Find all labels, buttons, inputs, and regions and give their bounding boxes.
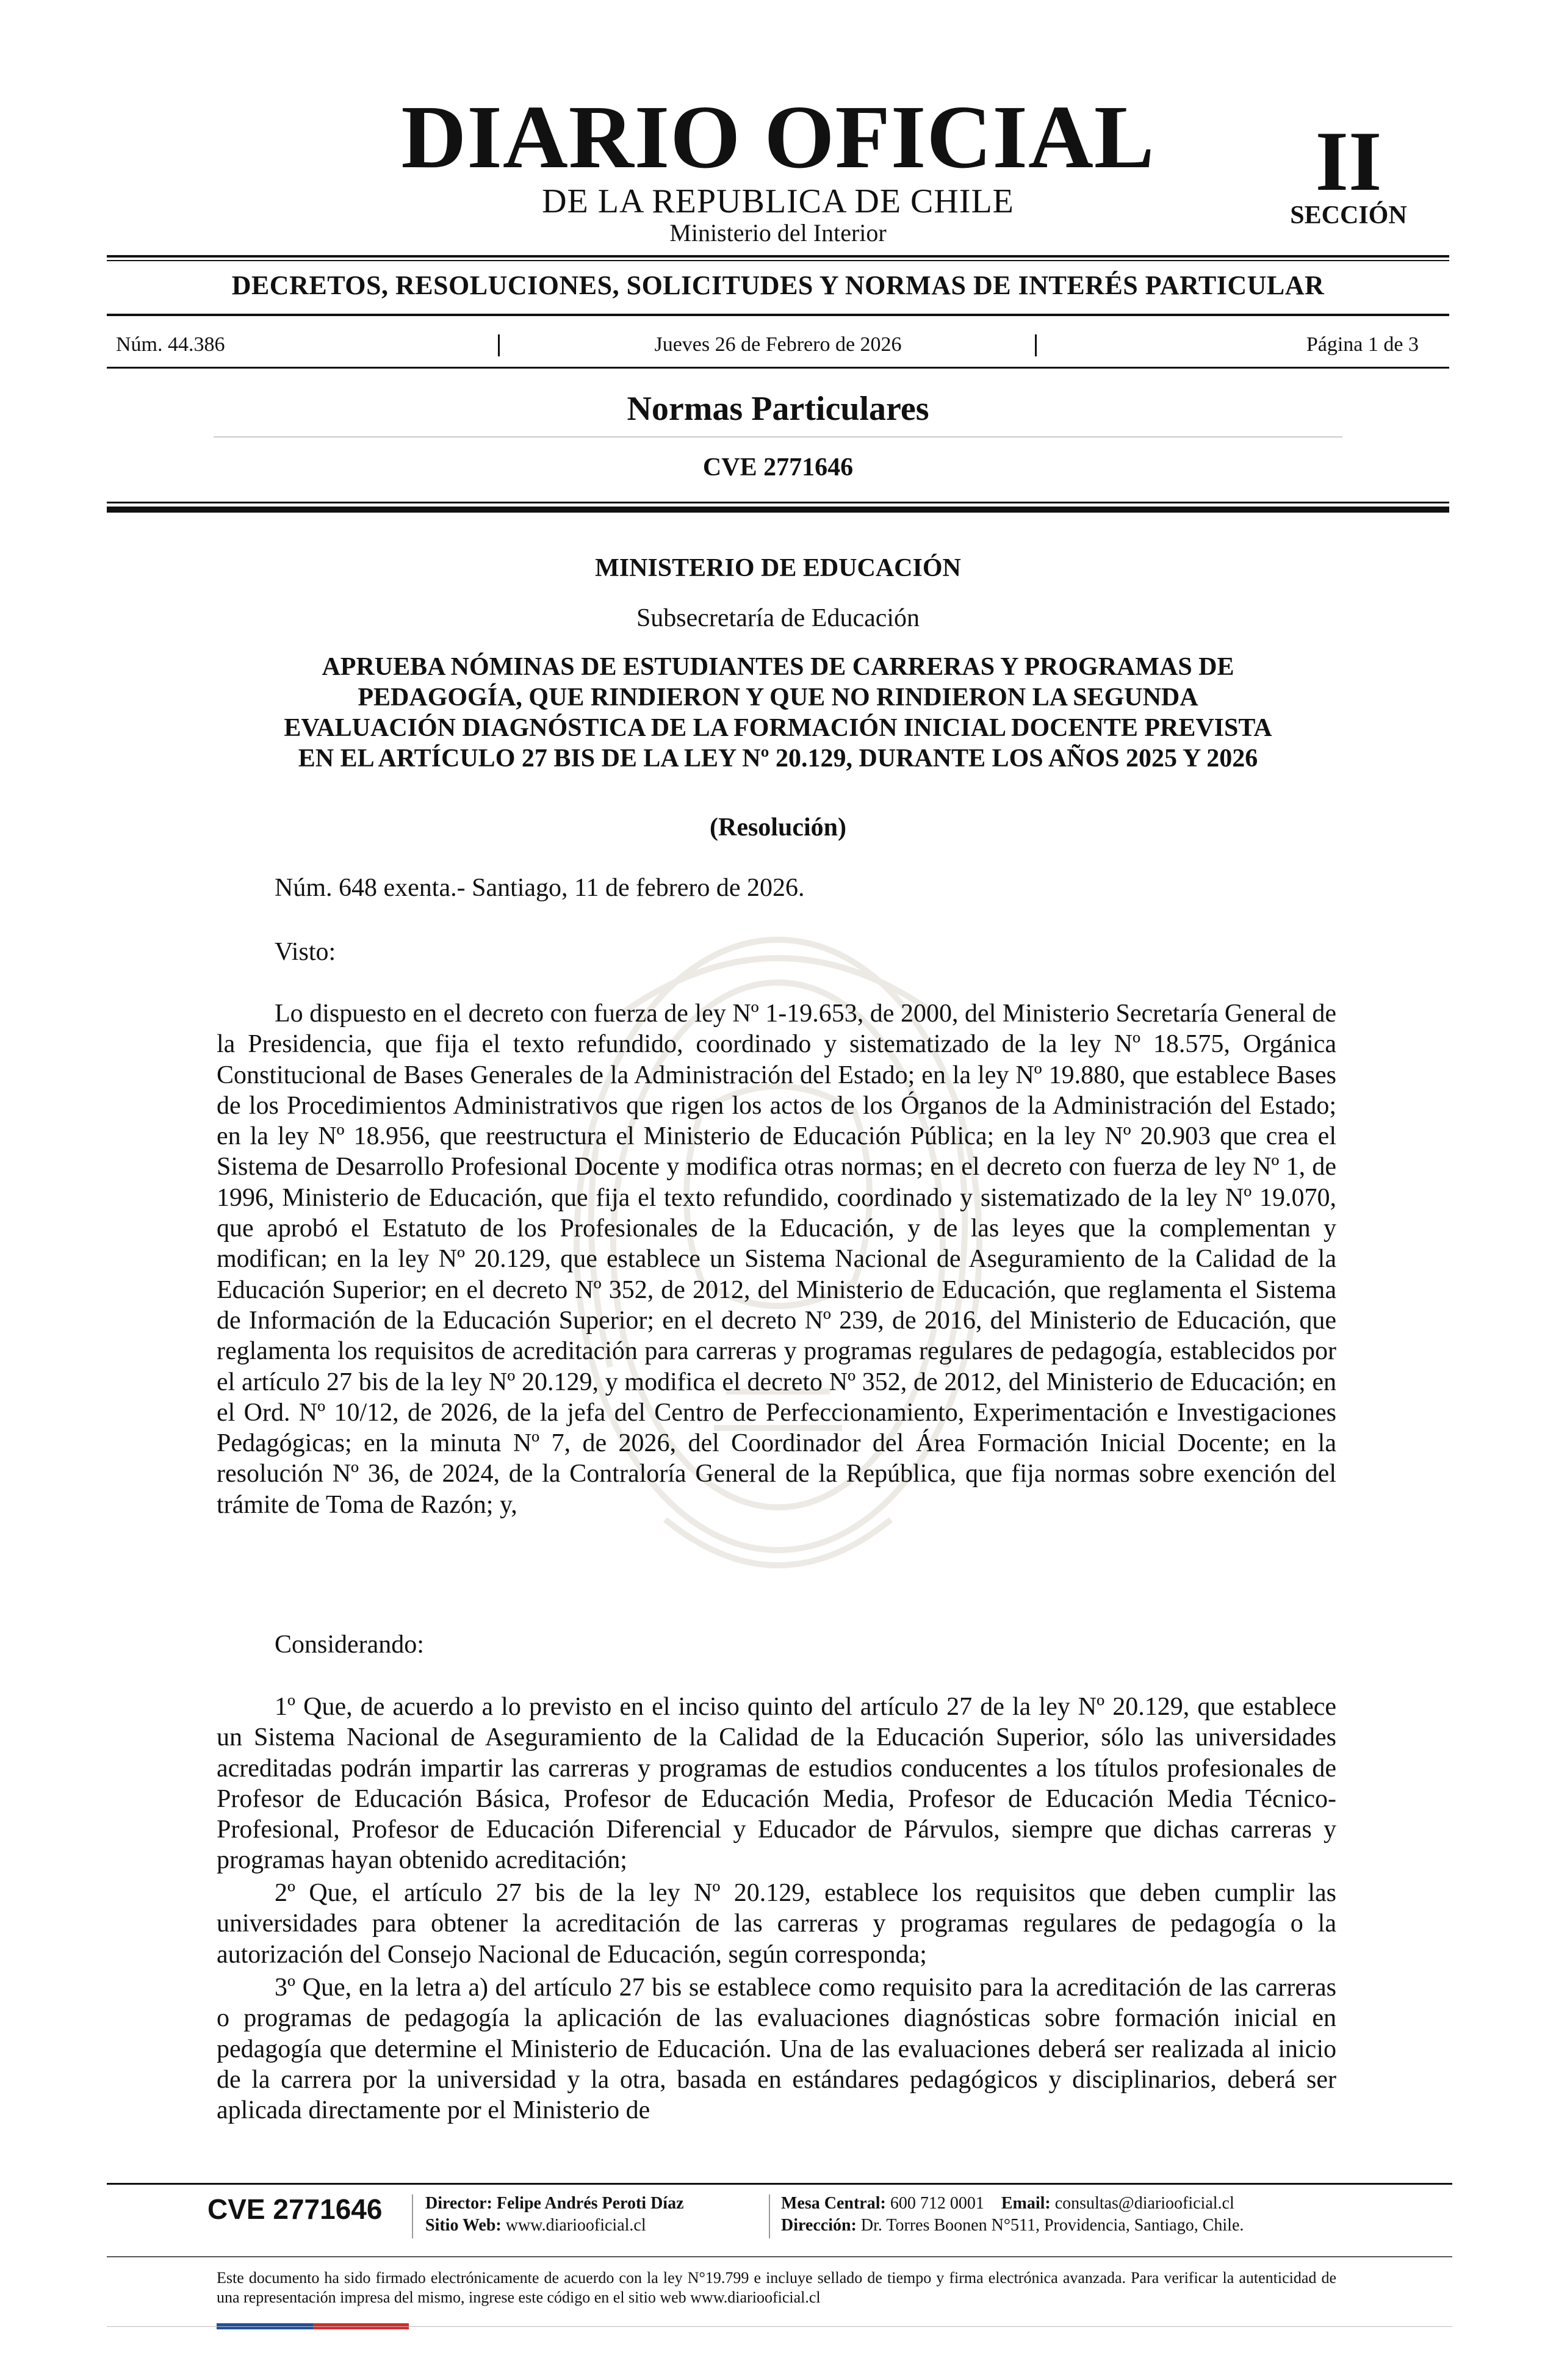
web-link[interactable]: www.diariooficial.cl [505, 2216, 646, 2235]
footer-director-block [425, 2193, 684, 2237]
section-divider [214, 436, 1342, 438]
mesa-phone: 600 712 0001 [890, 2194, 984, 2213]
resolution-title-line: EVALUACIÓN DIAGNÓSTICA DE LA FORMACIÓN INICIAL DOCENTE PREVISTA [284, 714, 1272, 742]
resolution-title-line: EN EL ARTÍCULO 27 BIS DE LA LEY Nº 20.129, DURANTE LOS AÑOS 2025 Y 2026 [298, 745, 1258, 773]
info-rule [107, 367, 1449, 369]
resolution-number: Núm. 648 exenta.- Santiago, 11 de febrero de 2026. [275, 874, 805, 902]
masthead-ministry: Ministerio del Interior [669, 219, 887, 247]
email-label: Email: [1001, 2194, 1051, 2213]
info-separator [1035, 334, 1037, 356]
section-mark [1275, 114, 1422, 229]
visto-paragraph: Lo dispuesto en el decreto con fuerza de ley Nº 1-19.653, de 2000, del Ministerio Secretaría General de la Presidencia, que fija el texto refundido, coordinado y sistematizado de la ley Nº 18.575, Orgánica Constitucional de Bases Generales de la Administración del Estado; en la ley Nº 19.880, que establece Bases de los Procedimientos Administrativos que rigen los actos de los Órganos de la Administración del Estado; en la ley Nº 18.956, que reestructura el Ministerio de Educación Pública; en la ley Nº 20.903 que crea el Sistema de Desarrollo Profesional Docente y modifica otras normas; en el decreto con fuerza de ley Nº 1, de 1996, Ministerio de Educación, que fija el texto refundido, coordinado y sistematizado de la ley Nº 19.070, que aprobó el Estatuto de los Profesionales de la Educación, y de las leyes que la complementan y modifican; en la ley Nº 20.129, que establece un Sistema Nacional de Aseguramiento de la Calidad de la Educación Superior; en el decreto Nº 352, de 2012, del Ministerio de Educación, que reglamenta el Sistema de Información de la Educación Superior; en el decreto Nº 239, de 2016, del Ministerio de Educación, que reglamenta los requisitos de acreditación para carreras y programas regulares de pedagogía, establecidos por el artículo 27 bis de la ley Nº 20.129, y modifica el decreto Nº 352, de 2012, del Ministerio de Educación; en el Ord. Nº 10/12, de 2026, de la jefa del Centro de Perfeccionamiento, Experimentación e Investigaciones Pedagógicas; en la minuta Nº 7, de 2026, del Coordinador del Área Formación Inicial Docente; en la resolución Nº 36, de 2024, de la Contraloría General de la República, que fija normas sobre exención del trámite de Toma de Razón; y, [217, 1000, 1336, 1519]
section-numeral: II [1315, 114, 1382, 209]
footer-rule-top [107, 2183, 1452, 2185]
director-label: Director: [425, 2194, 492, 2213]
header-rule-category [107, 314, 1449, 316]
masthead-subtitle: DE LA REPUBLICA DE CHILE [542, 182, 1014, 220]
resolution-title-line: PEDAGOGÍA, QUE RINDIERON Y QUE NO RINDIERON LA SEGUNDA [358, 683, 1198, 712]
double-rule-thin [107, 502, 1449, 503]
considerando-3: 3º Que, en la letra a) del artículo 27 bis se establece como requisito para la acreditación de las carreras o programas de pedagogía la aplicación de las evaluaciones diagnósticas sobre formación inicial en pedagogía que determine el Ministerio de Educación. Una de las evaluaciones deberá ser realizada al inicio de la carrera por la universidad y la otra, basada en estándares pedagógicos y disciplinarios, deberá ser aplicada directamente por el Ministerio de [217, 1974, 1336, 2125]
masthead-title: DIARIO OFICIAL [401, 87, 1155, 187]
issue-date: Jueves 26 de Febrero de 2026 [654, 333, 902, 356]
footer-note: Este documento ha sido firmado electrónicamente de acuerdo con la ley N°19.799 e incluye sellado de tiempo y firma electrónica avanzada. Para verificar la autenticidad de una representación impresa del mismo, ingrese este código en el sitio web www.diariooficial.cl [217, 2269, 1336, 2306]
section-heading: Normas Particulares [627, 390, 929, 428]
header-rule-top-thin [107, 260, 1449, 261]
footer-separator [412, 2194, 413, 2238]
footer-separator [769, 2194, 770, 2238]
considerando-label: Considerando: [275, 1631, 424, 1659]
section-label: SECCIÓN [1290, 201, 1407, 229]
ministry-heading: MINISTERIO DE EDUCACIÓN [595, 554, 961, 582]
footer-rule-mid [107, 2256, 1452, 2257]
resolution-type: (Resolución) [710, 813, 846, 842]
issue-number: Núm. 44.386 [116, 333, 225, 356]
visto-label: Visto: [275, 938, 336, 966]
footer-rule-bottom [107, 2326, 1452, 2327]
email-link[interactable]: consultas@diariooficial.cl [1054, 2194, 1234, 2213]
footer-contact-block [781, 2193, 1244, 2237]
address-text: Dr. Torres Boonen N°511, Providencia, Santiago, Chile. [860, 2216, 1244, 2235]
header-rule-top [107, 255, 1449, 258]
web-label: Sitio Web: [425, 2216, 502, 2235]
address-label: Dirección: [781, 2216, 857, 2235]
considerando-1: 1º Que, de acuerdo a lo previsto en el inciso quinto del artículo 27 de la ley Nº 20.129, que establece un Sistema Nacional de Aseguramiento de la Calidad de la Educación Superior, sólo las universidades acreditadas podrán impartir las carreras y programas de estudios conducentes a los títulos profesionales de Profesor de Educación Básica, Profesor de Educación Media, Profesor de Educación Media Técnico-Profesional, Profesor de Educación Diferencial y Educador de Párvulos, siempre que dichas carreras y programas hayan obtenido acreditación; [217, 1693, 1336, 1875]
footer-cve: CVE 2771646 [207, 2193, 383, 2225]
double-rule-thick [107, 507, 1449, 513]
resolution-title-line: APRUEBA NÓMINAS DE ESTUDIANTES DE CARRERAS Y PROGRAMAS DE [322, 653, 1234, 681]
considerando-2: 2º Que, el artículo 27 bis de la ley Nº 20.129, establece los requisitos que deben cumplir las universidades para obtener la acreditación de las carreras y programas regulares de pedagogía o la autorización del Consejo Nacional de Educación, según corresponda; [217, 1879, 1336, 1969]
category-heading: DECRETOS, RESOLUCIONES, SOLICITUDES Y NORMAS DE INTERÉS PARTICULAR [231, 270, 1325, 300]
mesa-label: Mesa Central: [781, 2194, 886, 2213]
subsecretaria-heading: Subsecretaría de Educación [636, 604, 920, 632]
cve-code: CVE 2771646 [702, 453, 854, 481]
page-indicator: Página 1 de 3 [1306, 333, 1419, 356]
director-name: Felipe Andrés Peroti Díaz [496, 2194, 684, 2213]
resolution-title [214, 652, 1342, 774]
